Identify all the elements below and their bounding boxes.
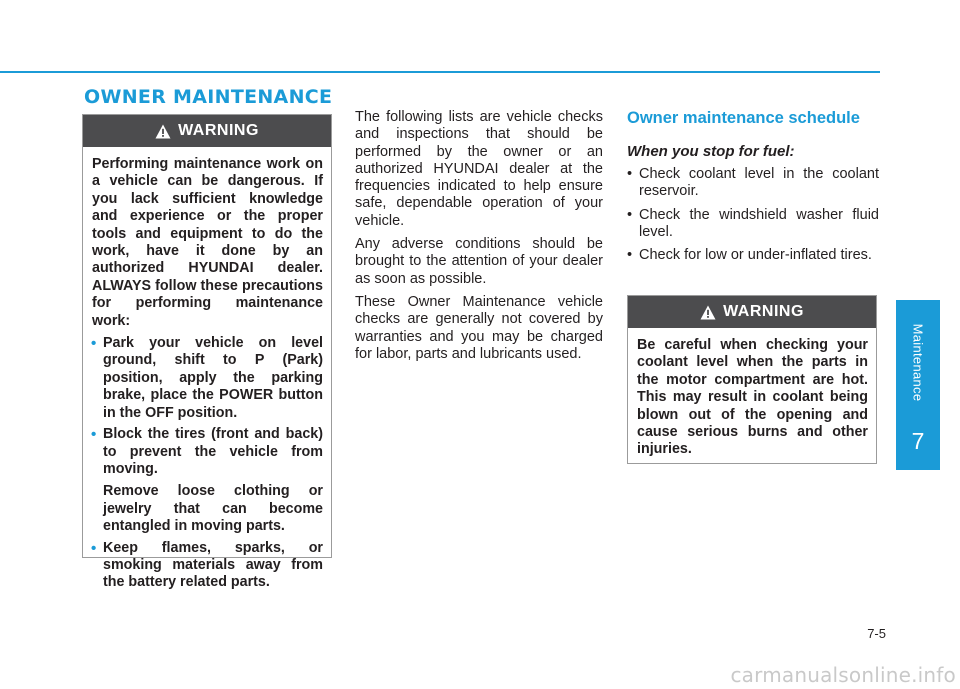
warning-label: WARNING — [723, 303, 804, 320]
warning-label: WARNING — [178, 122, 259, 139]
warning-triangle-icon — [155, 124, 171, 139]
bullet-icon: • — [627, 166, 633, 182]
warning-body — [628, 328, 876, 459]
checklist-item — [627, 207, 879, 242]
warning-text: Be careful when checking your coolant level when the parts in the motor compartment are hot. This may result in coolant being blown out of the opening and cause serious burns and other injuries. — [637, 337, 868, 458]
body-paragraph: The following lists are vehicle checks and inspections that should be performed by the owner or an authorized HYUNDAI dealer at the frequencies indicated to help ensure safe, dependable operation of your vehicle. — [355, 109, 603, 229]
bullet-icon: • — [91, 426, 97, 444]
precaution-list — [92, 335, 323, 592]
bullet-icon: • — [91, 335, 97, 353]
precaution-item — [92, 540, 323, 592]
checklist-text: Check the windshield washer fluid level. — [639, 206, 879, 240]
fuel-stop-checklist — [627, 166, 879, 264]
warning-header — [83, 115, 331, 147]
checklist-item — [627, 247, 879, 264]
section-title: OWNER MAINTENANCE — [84, 86, 333, 108]
body-paragraph: These Owner Maintenance vehicle checks are generally not covered by warranties and you may be charged for labor, parts and lubricants used. — [355, 293, 603, 362]
bullet-icon: • — [91, 539, 97, 557]
precaution-item — [92, 426, 323, 535]
chapter-tab-text: Maintenance — [910, 323, 926, 401]
warning-triangle-icon — [700, 305, 716, 320]
precaution-subtext: Remove loose clothing or jewelry that can become entangled in moving parts. — [103, 483, 323, 535]
precaution-text: Park your vehicle on level ground, shift to P (Park) position, apply the parking brake, place the POWER button in the OFF position. — [103, 335, 323, 421]
body-paragraph: Any adverse conditions should be brought to the attention of your dealer as soon as possible. — [355, 236, 603, 287]
top-rule — [0, 71, 880, 73]
watermark: carmanualsonline.info — [730, 663, 956, 687]
precaution-item — [92, 335, 323, 422]
chapter-tab-label — [896, 300, 940, 424]
bullet-icon: • — [627, 206, 633, 223]
chapter-number: 7 — [911, 428, 925, 454]
body-text-column — [355, 109, 603, 369]
checklist-text: Check for low or under-inflated tires. — [639, 247, 872, 264]
precaution-text: Keep flames, sparks, or smoking materials away from the battery related parts. — [103, 539, 323, 591]
precaution-text: Block the tires (front and back) to prevent the vehicle from moving. — [103, 426, 323, 477]
checklist-item — [627, 166, 879, 201]
warning-header — [628, 296, 876, 328]
warning-body — [83, 147, 331, 592]
warning-box-right — [627, 295, 877, 464]
warning-intro: Performing maintenance work on a vehicle can be dangerous. If you lack sufficient knowledge and experience or the proper tools and equipment to do the work, have it done by an authorized HYUNDAI dealer. ALWAYS follow these precautions for performing maintenance work: — [92, 156, 323, 329]
page-number: 7-5 — [867, 626, 886, 641]
schedule-column — [627, 109, 879, 270]
schedule-subtitle: When you stop for fuel: — [627, 143, 795, 160]
checklist-text: Check coolant level in the coolant reservoir. — [639, 166, 879, 200]
warning-box-left — [82, 114, 332, 591]
schedule-title: Owner maintenance schedule — [627, 109, 860, 127]
bullet-icon: • — [627, 247, 633, 264]
